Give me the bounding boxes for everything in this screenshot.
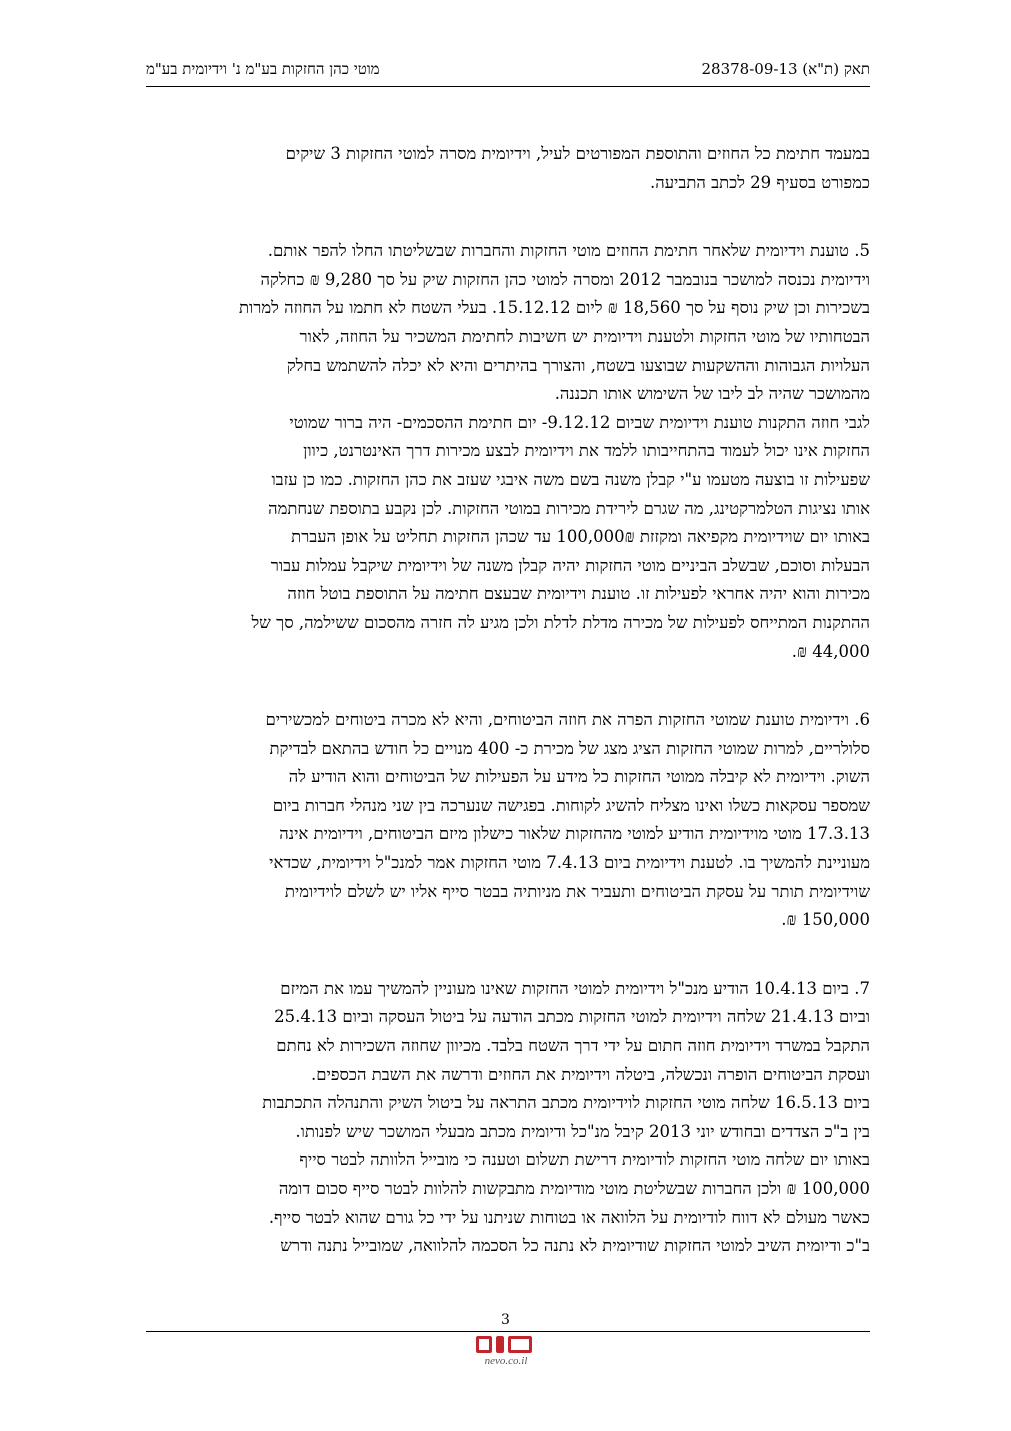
text-line: 5. טוענת וידיומית שלאחר חתימת החוזים מוטי החזקות והחברות שבשליטתו החלו להפר אותם. [267,241,870,261]
text-line: וביום 21.4.13 שלחה וידיומית למוטי החזקות מכתב הודעה על ביטול העסקה וביום 25.4.13 [274,1007,870,1027]
svg-text:nevo.co.il: nevo.co.il [484,1355,528,1367]
page-number: 3 [501,1312,510,1328]
text-line: סלולריים, למרות שמוטי החזקות הציג מצג של מכירת כ- 400 מנויים כל חודש בהתאם לבדיקת [269,738,870,758]
text-line: מכירות והוא יהיה אחראי לפעילות זו. טוענת וידיומית שבעצם חתימה על התוספת בוטל חוזה [287,584,870,604]
text-line: ההתקנות המתייחס לפעילות של מכירה מדלת לדלת ולכן מגיע לה חזרה מהסכום ששילמה, סך של [251,612,870,632]
text-line: שוידיומית תותר על עסקת הביטוחים ותעביר את מניותיה בבטר סייף אליו יש לשלם לוידיומית [284,881,870,901]
text-line: באותו יום שוידיומית מקפיאה ומקזזת 100,000₪ עד שכהן החזקות תחליט על אופן העברת [291,527,870,547]
text-line: הבטחותיו של מוטי החזקות ולטענת וידיומית יש חשיבות לחתימת המשכיר על החוזה, לאור [299,326,870,346]
text-line: ביום 16.5.13 שלחה מוטי החזקות לוידיומית מכתב התראה על ביטול השיק והתנהלה התכתבות [262,1093,870,1113]
text-line: כמפורט בסעיף 29 לכתב התביעה. [649,172,870,192]
text-line: במעמד חתימת כל החוזים והתוספת המפורטים לעיל, וידיומית מסרה למוטי החזקות 3 שיקים [285,144,870,163]
text-line: בין ב"כ הצדדים ובחודש יוני 2013 קיבל מנ"כל ודיומית מכתב מבעלי המושכר שיש לפנותו. [295,1121,870,1141]
text-line: וידיומית נכנסה למושכר בנובמבר 2012 ומסרה למוטי כהן החזקות שיק על סך 9,280 ₪ כחלקה [260,269,870,289]
text-line: החזקות אינו יכול לעמוד בהתחייבותו ללמד את וידיומית לבצע מכירות דרך האינטרנט, כיוון [303,441,870,461]
case-parties: מוטי כהן החזקות בע"מ נ' וידיומית בע"מ [146,60,380,78]
paragraph-intro [146,140,870,197]
paragraph-5 [146,237,870,409]
header-divider [146,86,870,87]
text-line: לגבי חוזה התקנות טוענת וידיומית שביום 9.12.12- יום חתימת ההסכמים- היה ברור שמוטי [289,412,870,432]
text-line: ועסקת הביטוחים הופרה ונכשלה, ביטלה וידיומית את החוזים ודרשה את השבת הכספים. [311,1064,870,1084]
text-line: 17.3.13 מוטי מוידיומית הודיע למוטי מהחזקות שלאור כישלון מיזם הביטוחים, וידיומית אינה [279,824,870,844]
text-line: 7. ביום 10.4.13 הודיע מנכ"ל וידיומית למוטי החזקות שאינו מעוניין להמשיך עמו את המיזם [280,978,870,998]
case-number: תאק (ת"א) 28378-09-13 [701,60,870,78]
text-line: בשכירות וכן שיק נוסף על סך 18,560 ₪ ליום 15.12.12. בעלי השטח לא חתמו על החוזה למרות [238,298,870,318]
text-line: מהמושכר שהיה לב ליבו של השימוש אותו תכננה. [554,384,870,404]
text-line: 100,000 ₪ ולכן החברות שבשליטת מוטי מודיומית מתבקשות להלוות לבטר סייף סכום דומה [278,1179,870,1198]
text-line: 6. וידיומית טוענת שמוטי החזקות הפרה את חוזה הביטוחים, והיא לא מכרה ביטוחים למכשירים [265,710,870,730]
document-body [146,140,870,1261]
paragraph-5-continued [146,409,870,666]
text-line: מעוניינת להמשיך בו. לטענת וידיומית ביום 7.4.13 מוטי החזקות אמר למנכ"ל וידיומית, שכדאי [269,853,870,873]
text-line: העלויות הגבוהות וההשקעות שבוצעו בשטח, והצורך בהיתרים והיא לא יכלה להשתמש בחלק [286,355,870,375]
paragraph-6 [146,706,870,935]
text-line: השוק. וידיומית לא קיבלה ממוטי החזקות כל מידע על הפעילות של הביטוחים והוא הודיע לה [288,767,870,787]
footer-divider [146,1331,870,1332]
page-header [146,60,870,84]
paragraph-7 [146,975,870,1261]
text-line: באותו יום שלחה מוטי החזקות לודיומית דרישת תשלום וטענה כי מובייל הלוותה לבטר סייף [299,1150,870,1170]
text-line: שפעילות זו בוצעה מטעמו ע"י קבלן משנה בשם משה איבגי שעזב את כהן החזקות. כמו כן עזבו [271,469,870,489]
text-line: שמספר עסקאות כשלו ואינו מצליח להשיג לקוחות. בפגישה שנערכה בין שני מנהלי חברות ביום [272,795,870,815]
nevo-logo-icon [466,1333,550,1367]
text-line: 150,000 ₪. [781,910,870,930]
text-line: ב"כ ודיומית השיב למוטי החזקות שודיומית לא נתנה כל הסכמה להלוואה, שמובייל נתנה ודרש [280,1236,870,1256]
text-line: 44,000 ₪. [791,641,870,661]
text-line: הבעלות וסוכם, שבשלב הביניים מוטי החזקות יהיה קבלן משנה של וידיומית שיקבל עמלות עבור [270,555,870,575]
text-line: התקבל במשרד וידיומית חוזה חתום על ידי דרך השטח בלבד. מכיוון שחוזה השכירות לא נחתם [276,1036,870,1056]
text-line: כאשר מעולם לא דווח לודיומית על הלוואה או בטוחות שניתנו על ידי כל גורם שהוא לבטר סייף. [268,1207,870,1227]
text-line: אותו נציגות הטלמרקטינג, מה שגרם לירידת מכירות במוטי החזקות. לכן נקבע בתוספת שנחתמה [268,498,870,518]
